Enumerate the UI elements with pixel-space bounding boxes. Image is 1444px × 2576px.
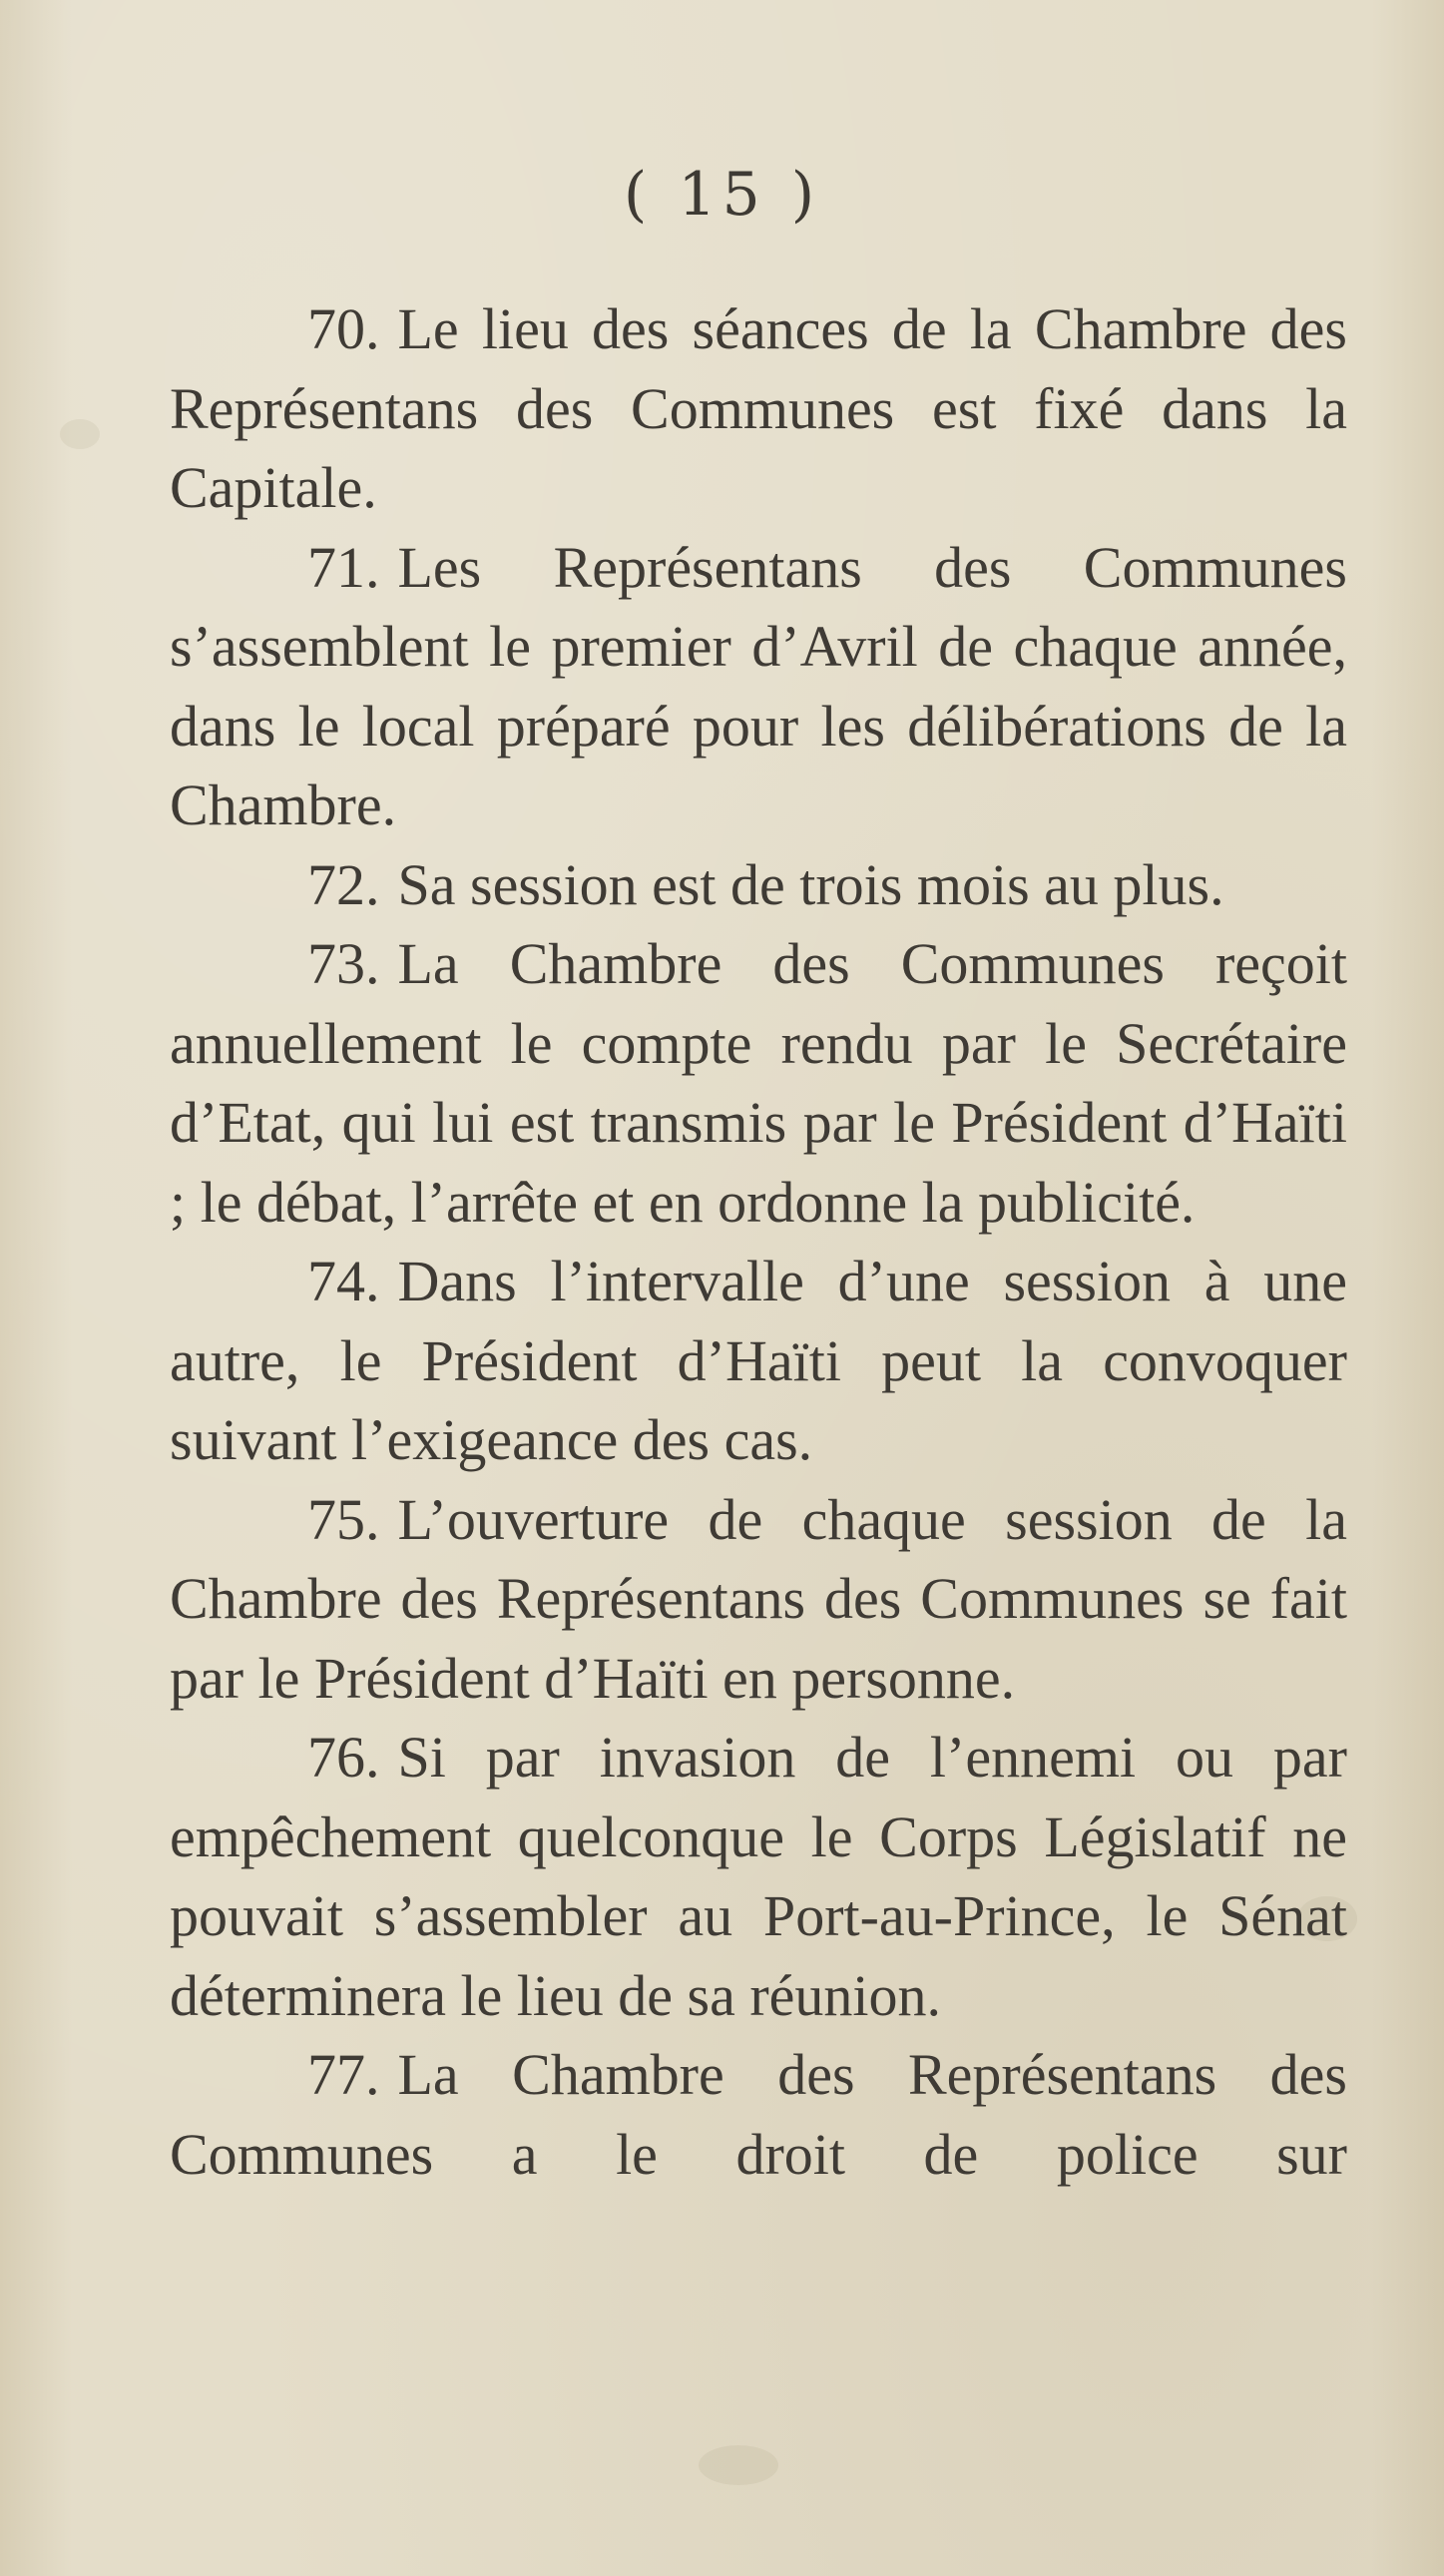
article-text: L’ouverture de chaque session de la Chambre des Représentans des Communes se fait par le Président d’Haïti en personne. (170, 1486, 1347, 1711)
article-number: 76. (307, 1725, 380, 1790)
article-70 (170, 289, 1347, 528)
article-72 (170, 845, 1347, 925)
article-number: 77. (307, 2042, 380, 2107)
article-text: Dans l’intervalle d’une session à une autre, le Président d’Haïti peut la convoquer suivant l’exigeance des cas. (170, 1249, 1347, 1472)
page-number: ( 15 ) (623, 160, 821, 230)
article-71 (170, 528, 1347, 845)
article-text: La Chambre des Communes reçoit annuellement le compte rendu par le Secrétaire d’Etat, qui lui est transmis par le Président d’Haïti ; le débat, l’arrête et en ordonne la publicité. (170, 931, 1347, 1235)
article-number: 73. (307, 931, 380, 996)
article-number: 75. (307, 1486, 380, 1552)
article-text: La Chambre des Représentans des Communes a le droit de police sur (170, 2042, 1347, 2187)
paper-stain (699, 2445, 778, 2485)
article-74 (170, 1242, 1347, 1480)
paper-stain (60, 419, 100, 449)
article-76 (170, 1718, 1347, 2035)
article-text: Le lieu des séances de la Chambre des Représentans des Communes est fixé dans la Capitale. (170, 296, 1347, 520)
article-text: Si par invasion de l’ennemi ou par empêchement quelconque le Corps Législatif ne pouvait s’assembler au Port-au-Prince, le Sénat déterminera le lieu de sa réunion. (170, 1725, 1347, 2028)
article-number: 74. (307, 1249, 380, 1313)
article-number: 71. (307, 534, 380, 600)
page-body (170, 289, 1347, 2194)
article-text: Les Représentans des Communes s’assemblent le premier d’Avril de chaque année, dans le local préparé pour les délibérations de la Chambre. (170, 534, 1347, 837)
article-number: 70. (307, 296, 380, 361)
article-text: Sa session est de trois mois au plus. (397, 851, 1224, 917)
article-77 (170, 2035, 1347, 2194)
article-number: 72. (307, 851, 380, 917)
article-73 (170, 924, 1347, 1242)
article-75 (170, 1480, 1347, 1719)
